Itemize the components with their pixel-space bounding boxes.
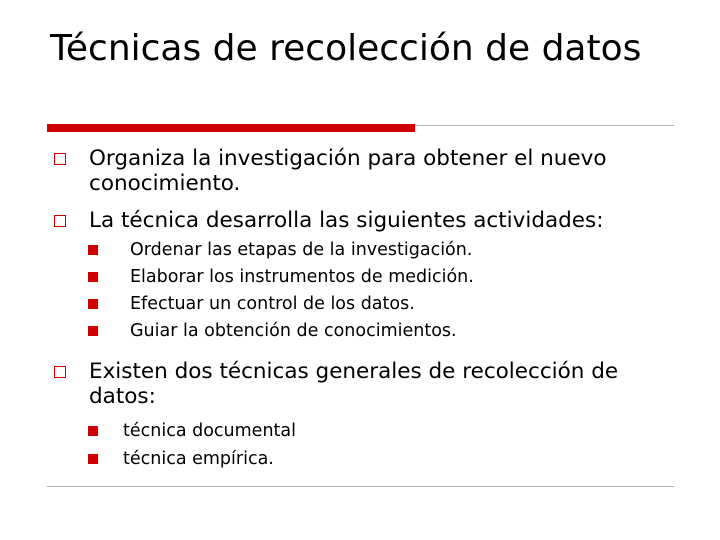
- sub-bullet-text: Guiar la obtención de conocimientos.: [130, 321, 457, 341]
- bullet-text: La técnica desarrolla las siguientes actividades:: [89, 208, 604, 233]
- sub-bullet-text: técnica documental: [123, 421, 296, 441]
- sub-bullet-item: [88, 448, 648, 470]
- sub-bullet-item: [88, 239, 648, 261]
- filled-square-bullet-icon: [88, 272, 98, 282]
- sub-bullet-text: técnica empírica.: [123, 449, 274, 469]
- filled-square-bullet-icon: [88, 454, 98, 464]
- bullet-item: [54, 359, 654, 409]
- slide-title: Técnicas de recolección de datos: [50, 28, 642, 69]
- sub-bullet-item: [88, 420, 648, 442]
- sub-bullet-text: Elaborar los instrumentos de medición.: [130, 267, 474, 287]
- hollow-square-bullet-icon: [54, 153, 66, 165]
- filled-square-bullet-icon: [88, 326, 98, 336]
- footer-divider-line: [47, 486, 674, 487]
- bullet-item: [54, 208, 674, 233]
- hollow-square-bullet-icon: [54, 366, 66, 378]
- sub-bullet-item: [88, 266, 648, 288]
- sub-bullet-item: [88, 293, 648, 315]
- bullet-text: Organiza la investigación para obtener el nuevo conocimiento.: [89, 146, 607, 196]
- sub-bullet-item: [88, 320, 648, 342]
- filled-square-bullet-icon: [88, 245, 98, 255]
- bullet-text: Existen dos técnicas generales de recolección de datos:: [89, 359, 619, 409]
- filled-square-bullet-icon: [88, 426, 98, 436]
- sub-bullet-text: Efectuar un control de los datos.: [130, 294, 415, 314]
- hollow-square-bullet-icon: [54, 215, 66, 227]
- filled-square-bullet-icon: [88, 299, 98, 309]
- bullet-item: [54, 146, 674, 196]
- sub-bullet-text: Ordenar las etapas de la investigación.: [130, 240, 473, 260]
